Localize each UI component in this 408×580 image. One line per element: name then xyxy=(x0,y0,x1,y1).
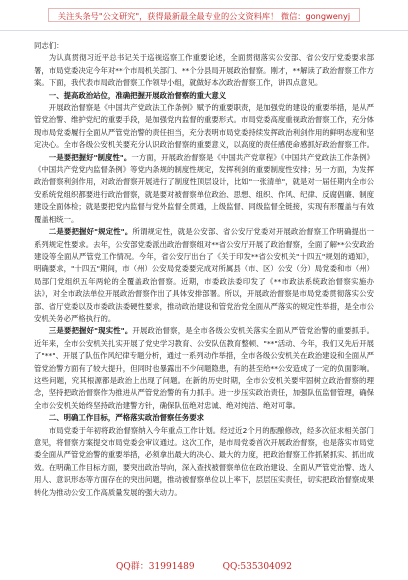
point-lead-1: 一是要把握好"制度性"。 xyxy=(48,152,132,162)
paragraph-institutional xyxy=(34,152,374,226)
qq-group: QQ群：31991489 xyxy=(116,562,195,572)
section-heading-2: 二、明确工作目标，严格落实政治督察任务要求 xyxy=(48,413,205,423)
qq-contact: QQ:535304092 xyxy=(222,562,292,572)
point-body-1: 一方面，开展政治督察是《中国共产党章程》《中国共产党政法工作条例》《中国共产党党内监督条例》等党内条规的制度性规定，发挥利剑的重要制度性安排；另一方面，为发挥政治督察利剑作用，对政治督察开展进行了制度性顶层设计，比如"一张清单"，就是对一届任期内全市公安系统党组织都要进行政治督察，就是要对被督察单位政治、思想、组织、作风、纪律、反腐倡廉、制度建设全面体检；就是要把党内监督与党外监督全贯通，上级监督、同级监督全链接，实现有形覆盖与有效覆盖相统一。 xyxy=(34,152,374,224)
footer-contacts xyxy=(0,558,408,576)
salutation: 同志们： xyxy=(34,41,64,50)
document-body xyxy=(34,40,374,550)
point-body-2: 所谓规定性，就是公安部、省公安厅党委对开展政治督察工作明确提出一系列规定性要求。去年，公安部党委派出政治督察组对**省公安厅开展了政治督察，全面了解**公安政治建设等全面从严管党工作情况。今年，省公安厅出台了《关于印发**省公安机关"十四五"规划的通知》，明确要求，"十四五"期间，市（州）公安局党委要完成对所属县（市、区）公安（分）局党委和市（州）局部门党组织五年两轮的全覆盖政治督察。近期，市委政法委印发了《**市政法系统政治督察实施办法》，对全市政法单位开展政治督察作出了具体安排部署。所以，开展政治督察是市局党委贯彻落实公安部、省厅党委以及市委政法委硬性要求，推动政治建设和管党治党全面从严落实的规定性举措，是全市公安机关务必严格执行的。 xyxy=(34,227,374,323)
point-lead-3: 三是要把握好"现实性"。 xyxy=(48,326,133,336)
point-body-3: 开展政治督察，是全市各级公安机关落实全面从严管党治警的重要抓手。近年来，全市公安机关扎实开展了党史学习教育、公安队伍教育整顿、"**"活动、今年，我们又先后开展了"**"、开展了队伍作风纪律专题分析，通过一系列动作举措，全市各级公安机关在政治建设和全面从严管党治警方面有了较大提升，但同时也暴露出不少问题隐患，有的甚至给**公安造成了一定的负面影响。这些问题，究其根源都是政治上出现了问题。在新的历史时期，全市公安机关要牢固树立政治督察的理念，坚持把政治督察作为推进从严管党治警的有力抓手。进一步压实政治责任，加强队伍监督管理，确保全市公安机关始终坚持政治建警方针，确保队伍绝对忠诚、绝对纯洁、绝对可靠。 xyxy=(34,326,374,410)
paragraph-goals: 市局党委于年初将政治督察纳入今年重点工作计划。经过近2个月的酝酿修改，经多次征求相关部门意见，将督察方案提交市局党委会审议通过。这次工作，是市局党委首次开展政治督察，也是落实市局党委全面从严管党治警的重要举措，必须拿出最大的决心、最大的力度，把政治督察工作抓紧抓实、抓出成效。在明确工作目标方面，要突出政治导向，深入查找被督察单位在政治建设、全面从严管党治警、选人用人、意识形态等方面存在的突出问题，推动被督察单位以上率下，层层压实责任，切实把政治督察成果转化为推动公安工作高质量发展的强大动力。 xyxy=(34,425,374,497)
section-heading-1: 一、提高政治站位，准确把握开展政治督察的重大意义 xyxy=(48,90,227,100)
banner-text: 关注头条号"公文研究"，获得最新最全最专业的公文资料库！ 微信：gongwenyj xyxy=(48,8,360,22)
paragraph-significance: 开展政治督察是《中国共产党政法工作条例》赋予的重要职责，是加强党的建设的重要举措，是从严管党治警、维护党纪的重要手段，是加强党内监督的重要形式。市局党委高度重视政治督察工作，充分体现市局党委履行全面从严管党治警的责任担当，充分表明市局党委持续发挥政治利剑作用的鲜明态度和坚定决心。全市各级公安机关要充分认识政治督察的重要意义，以高度的责任感使命感抓好政治督察工作。 xyxy=(34,103,374,150)
paragraph-intro: 为认真贯彻习近平总书记关于巡视巡察工作重要论述，全面贯彻落实公安部、省公安厅党委要求部署，市局党委决定今年对**个市局机关部门、**个分县局开展政治督察。刚才，**解读了政治督察工作方案。下面，我代表市局政治督察工作领导小组，就做好本次政治督察工作，讲四点意见。 xyxy=(34,53,374,88)
point-lead-2: 二是要把握好"规定性"。 xyxy=(48,227,133,237)
paragraph-regulatory xyxy=(34,226,374,325)
paragraph-practical xyxy=(34,325,374,412)
top-banner xyxy=(0,0,408,31)
